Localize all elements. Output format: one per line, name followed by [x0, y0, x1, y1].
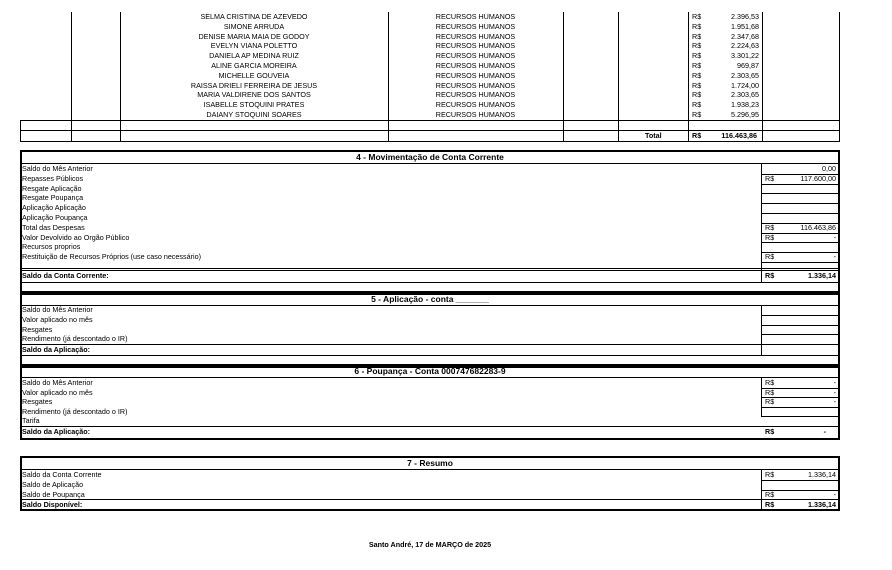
row-divider: [761, 184, 840, 185]
employee-name: DAIANY STOQUINI SOARES: [206, 110, 302, 119]
section-7-footer-label: Saldo Disponível:: [22, 500, 83, 509]
employee-salary: 969,87: [737, 61, 759, 70]
section4-row-currency: R$: [765, 232, 775, 242]
section7-row-currency: R$: [765, 489, 775, 499]
section7-row-label: Saldo de Poupança: [22, 489, 85, 499]
employee-name: ISABELLE STOQUINI PRATES: [203, 100, 305, 110]
row-divider: [761, 325, 840, 326]
row-divider: [761, 213, 840, 214]
employee-salary: 2.303,65: [731, 70, 759, 80]
employee-department: RECURSOS HUMANOS: [435, 51, 516, 61]
section6-row-value: -: [833, 378, 836, 387]
row-divider: [761, 416, 840, 417]
employee-currency: R$: [692, 100, 702, 110]
employee-name: ALINE GARCIA MOREIRA: [211, 61, 297, 70]
section4-row-label: Aplicação Poupança: [22, 213, 88, 222]
section5-row-label: Saldo do Mês Anterior: [22, 305, 93, 314]
employee-name: MICHELLE GOUVEIA: [218, 70, 290, 80]
section7-row-value: 1.336,14: [808, 470, 836, 479]
section-6-footer-value: -: [823, 427, 826, 436]
employee-currency: R$: [692, 51, 702, 61]
employee-department: RECURSOS HUMANOS: [435, 61, 516, 70]
section6-row-label: Tarifa: [22, 416, 40, 425]
employee-name: SIMONE ARRUDA: [223, 21, 285, 31]
section6-row-label: Saldo do Mês Anterior: [22, 378, 93, 387]
section-5-footer-label: Saldo da Aplicação:: [22, 345, 91, 354]
section7-row-value: -: [833, 489, 836, 499]
employee-salary: 3.301,22: [731, 51, 759, 61]
employee-currency: R$: [692, 12, 702, 21]
section6-row-label: Valor aplicado no mês: [22, 387, 93, 397]
row-divider: [761, 480, 840, 481]
section5-row-label: Rendimento (já descontado o IR): [22, 334, 128, 344]
section6-row-label: Resgates: [22, 397, 53, 406]
section7-row-label: Saldo de Aplicação: [22, 479, 84, 489]
row-divider: [761, 242, 840, 243]
row-divider: [761, 407, 840, 408]
section-6-footer-label: Saldo da Aplicação:: [22, 427, 91, 436]
section-7-footer-value: 1.336,14: [808, 500, 836, 509]
row-divider: [761, 193, 840, 194]
total-label: Total: [645, 131, 662, 140]
section4-row-label: Resgate Poupança: [22, 193, 84, 203]
section-4-conta-corrente: [20, 150, 840, 293]
row-divider: [761, 315, 840, 316]
section4-row-label: Resgate Aplicação: [22, 183, 82, 193]
section6-row-currency: R$: [765, 387, 775, 397]
section6-row-value: -: [833, 387, 836, 397]
employee-department: RECURSOS HUMANOS: [435, 31, 516, 41]
section4-row-value: 0,00: [822, 164, 836, 173]
section6-row-currency: R$: [765, 378, 775, 387]
section-5-title: 5 - Aplicação - conta _______: [371, 294, 489, 304]
employee-department: RECURSOS HUMANOS: [435, 41, 516, 51]
section4-row-label: Saldo do Mês Anterior: [22, 164, 93, 173]
section6-row-value: -: [833, 397, 836, 406]
section4-row-currency: R$: [765, 252, 775, 262]
employee-name: MARIA VALDIRENE DOS SANTOS: [197, 90, 311, 100]
section-4-footer-value: 1.336,14: [808, 271, 836, 280]
employee-department: RECURSOS HUMANOS: [435, 100, 516, 110]
section4-row-label: Total das Despesas: [22, 222, 85, 232]
section-4-footer-label: Saldo da Conta Corrente:: [22, 271, 109, 280]
employee-name: SELMA CRISTINA DE AZEVEDO: [200, 12, 308, 21]
employee-salary: 2.224,63: [731, 41, 759, 51]
section4-row-label: Valor Devolvido ao Orgão Público: [22, 232, 130, 242]
employee-department: RECURSOS HUMANOS: [435, 80, 516, 90]
section4-row-label: Recursos proprios: [22, 242, 81, 252]
section4-row-label: Restituição de Recursos Próprios (use caso necessário): [22, 252, 201, 262]
section4-row-value: -: [833, 232, 836, 242]
employee-salary: 2.303,65: [731, 90, 759, 100]
employee-currency: R$: [692, 31, 702, 41]
section-4-footer-currency: R$: [765, 271, 775, 280]
total-currency: R$: [692, 131, 702, 140]
employee-department: RECURSOS HUMANOS: [435, 12, 516, 21]
section4-row-currency: R$: [765, 173, 775, 183]
employee-name: RAISSA DRIELI FERREIRA DE JESUS: [190, 80, 318, 90]
section-4-title: 4 - Movimentação de Conta Corrente: [356, 152, 504, 162]
employee-name: EVELYN VIANA POLETTO: [210, 41, 298, 51]
section4-row-label: Repasses Públicos: [22, 173, 84, 183]
section-6-title: 6 - Poupança - Conta 000747682283-9: [354, 366, 506, 376]
employee-salary: 2.396,53: [731, 12, 759, 21]
section5-row-label: Valor aplicado no mês: [22, 314, 93, 324]
section-6-footer-currency: R$: [765, 427, 775, 436]
employee-salary: 1.724,00: [731, 80, 759, 90]
employee-currency: R$: [692, 80, 702, 90]
section5-row-label: Resgates: [22, 324, 53, 334]
employee-salary: 1.938,23: [731, 100, 759, 110]
employee-salary: 2.347,68: [731, 31, 759, 41]
employee-department: RECURSOS HUMANOS: [435, 21, 516, 31]
section-7-title: 7 - Resumo: [407, 458, 453, 468]
place-date: Santo André, 17 de MARÇO de 2025: [368, 540, 492, 549]
employee-currency: R$: [692, 90, 702, 100]
employee-salary: 5.296,95: [731, 110, 759, 119]
row-divider: [761, 262, 840, 263]
section4-row-value: 116.463,86: [800, 222, 836, 232]
employee-department: RECURSOS HUMANOS: [435, 90, 516, 100]
row-divider: [761, 203, 840, 204]
section7-row-currency: R$: [765, 470, 775, 479]
employee-currency: R$: [692, 41, 702, 51]
employee-currency: R$: [692, 110, 702, 119]
employee-name: DENISE MARIA MAIA DE GODOY: [198, 31, 310, 41]
employee-name: DANIELA AP MEDINA RUIZ: [209, 51, 299, 61]
section7-row-label: Saldo da Conta Corrente: [22, 470, 102, 479]
section4-row-value: -: [833, 252, 836, 262]
employee-department: RECURSOS HUMANOS: [435, 110, 516, 119]
employee-currency: R$: [692, 21, 702, 31]
row-divider: [761, 334, 840, 335]
employee-salary: 1.951,68: [731, 21, 759, 31]
section4-row-label: Aplicação Aplicação: [22, 203, 86, 213]
section6-row-label: Rendimento (já descontado o IR): [22, 406, 128, 416]
employee-currency: R$: [692, 70, 702, 80]
staff-table: [0, 0, 892, 145]
section-7-footer-currency: R$: [765, 500, 775, 509]
section6-row-currency: R$: [765, 397, 775, 406]
employee-department: RECURSOS HUMANOS: [435, 70, 516, 80]
section4-row-value: 117.600,00: [800, 173, 836, 183]
total-value: 116.463,86: [721, 131, 757, 140]
employee-currency: R$: [692, 61, 702, 70]
section4-row-currency: R$: [765, 222, 775, 232]
